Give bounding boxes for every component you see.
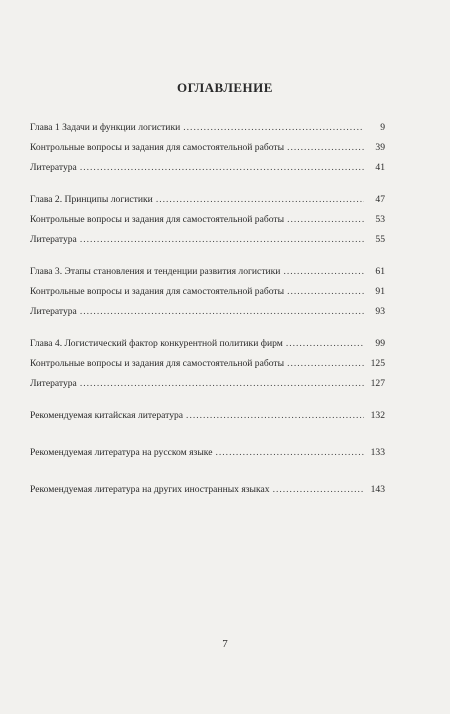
leader-dots — [156, 190, 364, 210]
spacer — [30, 463, 385, 480]
toc-entry-chapter-3 — [30, 262, 385, 282]
toc-entry-label: Литература — [30, 306, 77, 317]
toc-entry-page: 9 — [380, 122, 385, 133]
toc-entry-page: 55 — [375, 234, 385, 245]
toc-entry-questions-2 — [30, 210, 385, 230]
toc-entry-foreign-literature — [30, 480, 385, 500]
toc-entry-literature-3 — [30, 302, 385, 322]
page-number: 7 — [222, 638, 228, 650]
page-title: ОГЛАВЛЕНИЕ — [177, 80, 273, 95]
toc-entry-label: Глава 2. Принципы логистики — [30, 194, 153, 205]
toc-entry-questions-3 — [30, 282, 385, 302]
leader-dots — [287, 210, 364, 230]
spacer — [30, 394, 385, 406]
toc-entry-page: 133 — [370, 447, 385, 458]
spacer — [30, 426, 385, 443]
toc-entry-label: Литература — [30, 162, 77, 173]
toc-entry-page: 61 — [375, 266, 385, 277]
toc-entry-page: 91 — [375, 286, 385, 297]
leader-dots — [287, 354, 364, 374]
toc-entry-russian-literature — [30, 443, 385, 463]
leader-dots — [80, 302, 364, 322]
toc-entry-label: Рекомендуемая литература на других иностранных языках — [30, 484, 270, 495]
leader-dots — [287, 138, 364, 158]
toc-entry-page: 53 — [375, 214, 385, 225]
toc-entry-label: Литература — [30, 378, 77, 389]
toc-entry-literature-1 — [30, 158, 385, 178]
toc-entry-page: 143 — [370, 484, 385, 495]
leader-dots — [186, 406, 364, 426]
toc-entry-literature-4 — [30, 374, 385, 394]
toc-entry-label: Рекомендуемая литература на русском языке — [30, 447, 213, 458]
toc-entry-page: 47 — [375, 194, 385, 205]
toc-entry-page: 99 — [375, 338, 385, 349]
toc-entry-label: Глава 1 Задачи и функции логистики — [30, 122, 181, 133]
toc-entry-page: 39 — [375, 142, 385, 153]
toc-entry-label: Контрольные вопросы и задания для самостоятельной работы — [30, 214, 285, 225]
leader-dots — [286, 334, 364, 354]
toc-entry-chinese-literature — [30, 406, 385, 426]
toc-entry-chapter-2 — [30, 190, 385, 210]
leader-dots — [80, 374, 364, 394]
toc-entry-chapter-4 — [30, 334, 385, 354]
toc-entry-page: 93 — [375, 306, 385, 317]
toc-entry-label: Глава 4. Логистический фактор конкурентной политики фирм — [30, 338, 283, 349]
leader-dots — [215, 443, 364, 463]
leader-dots — [80, 158, 364, 178]
toc-entry-label: Рекомендуемая китайская литература — [30, 410, 184, 421]
leader-dots — [287, 282, 364, 302]
toc-entry-page: 125 — [370, 358, 385, 369]
leader-dots — [273, 480, 364, 500]
toc-entry-label: Контрольные вопросы и задания для самостоятельной работы — [30, 358, 285, 369]
spacer — [30, 250, 385, 262]
toc-entry-page: 132 — [370, 410, 385, 421]
leader-dots — [283, 262, 364, 282]
toc-entry-page: 127 — [370, 378, 385, 389]
leader-dots — [183, 118, 364, 138]
toc-entry-page: 41 — [375, 162, 385, 173]
spacer — [30, 322, 385, 334]
toc-entry-questions-4 — [30, 354, 385, 374]
spacer — [30, 178, 385, 190]
toc-entry-label: Контрольные вопросы и задания для самостоятельной работы — [30, 286, 285, 297]
toc-entry-label: Литература — [30, 234, 77, 245]
table-of-contents — [30, 118, 385, 500]
leader-dots — [80, 230, 364, 250]
toc-entry-label: Глава 3. Этапы становления и тенденции развития логистики — [30, 266, 281, 277]
toc-entry-chapter-1 — [30, 118, 385, 138]
toc-entry-literature-2 — [30, 230, 385, 250]
toc-entry-questions-1 — [30, 138, 385, 158]
toc-entry-label: Контрольные вопросы и задания для самостоятельной работы — [30, 142, 285, 153]
